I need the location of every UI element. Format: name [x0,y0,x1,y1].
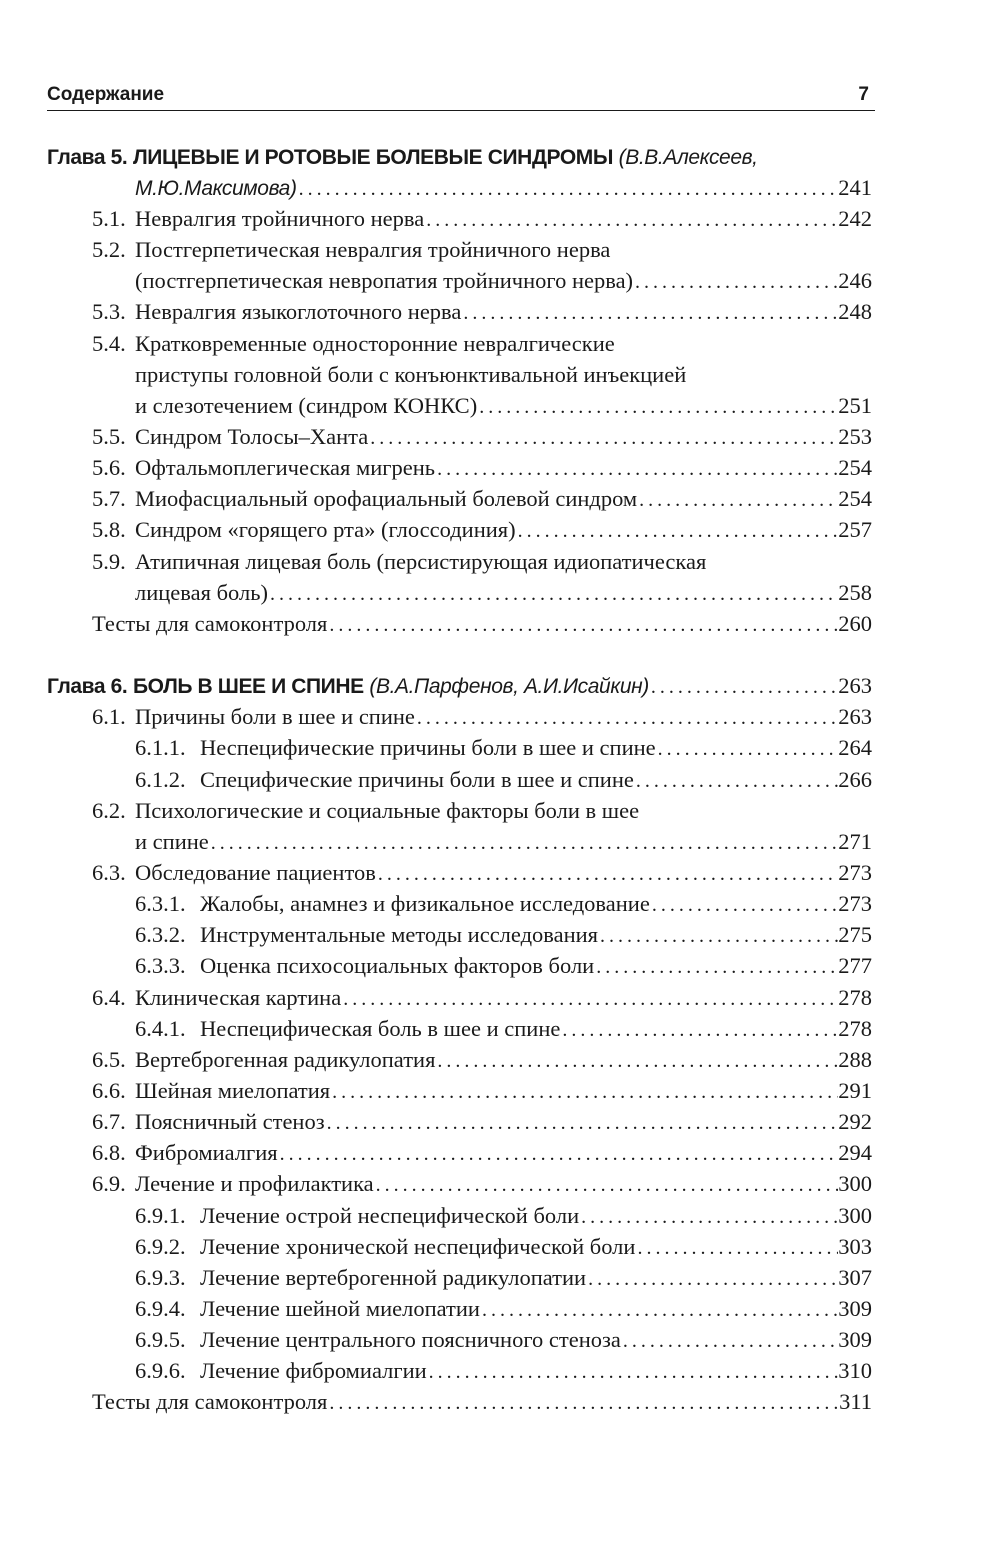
entry-title: Атипичная лицевая боль (персистирующая идиопатическая [135,549,707,574]
entry-title: Психологические и социальные факторы боли в шее [135,798,640,823]
entry-number: 6.9.1. [135,1203,186,1228]
entry-title: Оценка психосоциальных факторов боли [200,953,595,978]
leader-dots [374,1170,839,1201]
chapter-5-title: ЛИЦЕВЫЕ И РОТОВЫЕ БОЛЕВЫЕ СИНДРОМЫ [132,146,614,169]
entry-number: 6.9.3. [135,1265,186,1290]
tests-title: Тесты для самоконтроля [92,1389,328,1414]
entry-page: 300 [838,1203,872,1228]
entry-page: 258 [838,580,872,605]
entry-page: 273 [838,891,872,916]
entry-number: 5.1. [92,206,126,231]
toc-entry [0,1137,1000,1168]
entry-number: 6.4.1. [135,1016,186,1041]
toc-entry [0,1355,1000,1386]
toc-entry [0,1262,1000,1293]
running-header [47,84,875,111]
entry-title: Шейная миелопатия [135,1078,331,1103]
toc-entry-cont [0,265,1000,296]
toc-entry-cont [0,390,1000,421]
leader-dots [637,485,838,516]
entry-title: Лечение хронической неспецифической боли [200,1234,636,1259]
entry-number: 6.3.1. [135,891,186,916]
entry-page: 242 [838,206,872,231]
leader-dots [341,984,838,1015]
entry-page: 310 [838,1358,872,1383]
entry-title: Лечение шейной миелопатии [200,1296,480,1321]
entry-number: 6.1. [92,704,126,729]
chapter-5-authors-cont: М.Ю.Максимова) [135,177,297,200]
toc-entry [0,764,1000,795]
chapter-6-heading [0,670,1000,701]
entry-number: 6.1.1. [135,735,186,760]
leader-dots [435,454,838,485]
leader-dots [424,205,838,236]
entry-title: Невралгия языкоглоточного нерва [135,299,462,324]
entry-title: Кратковременные односторонние невралгические [135,331,615,356]
toc-entry [0,296,1000,327]
entry-title: Синдром «горящего рта» (глоссодиния) [135,517,516,542]
chapter-5-label: Глава 5. [47,146,128,169]
entry-number: 6.2. [92,798,126,823]
entry-title: Неспецифические причины боли в шее и спине [200,735,656,760]
toc-entry [0,701,1000,732]
chapter-5-heading [0,141,1000,172]
chapter-6-title: БОЛЬ В ШЕЕ И СПИНЕ [132,675,364,698]
entry-number: 6.9.5. [135,1327,186,1352]
leader-dots [209,828,838,859]
toc-entry [0,234,1000,265]
entry-page: 257 [838,517,872,542]
entry-page: 300 [838,1171,872,1196]
toc-entry [0,452,1000,483]
toc-entry [0,1106,1000,1137]
entry-number: 6.1.2. [135,767,186,792]
entry-number: 5.5. [92,424,126,449]
entry-page: 303 [838,1234,872,1259]
entry-number: 5.9. [92,549,126,574]
tests-page: 311 [839,1389,872,1414]
toc-entry [0,1044,1000,1075]
leader-dots [621,1326,838,1357]
entry-page: 248 [838,299,872,324]
toc-entry [0,857,1000,888]
leader-dots [376,859,838,890]
leader-dots [327,1388,839,1419]
entry-title: Невралгия тройничного нерва [135,206,425,231]
entry-page: 278 [838,1016,872,1041]
entry-title: Лечение фибромиалгии [200,1358,427,1383]
toc-entry-cont [0,577,1000,608]
entry-number: 6.3.3. [135,953,186,978]
toc-entry-cont [0,359,1000,390]
entry-page: 292 [838,1109,872,1134]
entry-title: Поясничный стеноз [135,1109,325,1134]
entry-page: 277 [838,953,872,978]
leader-dots [368,423,838,454]
chapter-6-label: Глава 6. [47,675,128,698]
leader-dots [634,766,838,797]
leader-dots [633,267,838,298]
entry-title: Неспецифическая боль в шее и спине [200,1016,561,1041]
leader-dots [635,1233,838,1264]
toc-entry [0,546,1000,577]
entry-page: 278 [838,985,872,1010]
chapter-5-page: 241 [838,175,872,200]
entry-title: Лечение острой неспецифической боли [200,1203,580,1228]
toc-entry [0,328,1000,359]
chapter-5-authors: (В.В.Алексеев, [618,146,758,169]
header-title: Содержание [47,84,165,105]
leader-dots [656,734,839,765]
entry-page: 309 [838,1327,872,1352]
toc-entry [0,421,1000,452]
entry-number: 5.2. [92,237,126,262]
entry-title: Лечение и профилактика [135,1171,374,1196]
leader-dots [649,672,838,703]
toc-entry [0,919,1000,950]
entry-title: Офтальмоплегическая мигрень [135,455,436,480]
entry-page: 275 [838,922,872,947]
toc-entry [0,795,1000,826]
entry-page: 254 [838,455,872,480]
entry-title-cont: и слезотечением (синдром КОНКС) [135,393,478,418]
toc-entry [0,732,1000,763]
entry-title: Клиническая картина [135,985,342,1010]
entry-title: Фибромиалгия [135,1140,278,1165]
entry-title: Причины боли в шее и спине [135,704,415,729]
entry-page: 263 [838,704,872,729]
entry-title-cont: приступы головной боли с конъюнктивальной инъекцией [135,362,687,387]
entry-title: Обследование пациентов [135,860,376,885]
toc-entry [0,1200,1000,1231]
entry-title: Специфические причины боли в шее и спине [200,767,634,792]
entry-number: 5.8. [92,517,126,542]
chapter-5-heading-cont [0,172,1000,203]
toc-entry-cont [0,826,1000,857]
entry-title: Жалобы, анамнез и физикальное исследование [200,891,650,916]
entry-title: Лечение центрального поясничного стеноза [200,1327,621,1352]
leader-dots [461,298,838,329]
entry-title: Инструментальные методы исследования [200,922,599,947]
tests-page: 260 [838,611,872,636]
leader-dots [579,1202,838,1233]
leader-dots [297,174,839,205]
toc-entry [0,1293,1000,1324]
chapter-6-page: 263 [838,673,872,698]
entry-number: 6.3. [92,860,126,885]
entry-page: 307 [838,1265,872,1290]
leader-dots [586,1264,838,1295]
entry-number: 6.9.6. [135,1358,186,1383]
leader-dots [477,392,838,423]
entry-page: 294 [838,1140,872,1165]
entry-title-cont: (постгерпетическая невропатия тройничного нерва) [135,268,634,293]
leader-dots [650,890,838,921]
leader-dots [325,1108,839,1139]
entry-page: 253 [838,424,872,449]
entry-title: Постгерпетическая невралгия тройничного нерва [135,237,611,262]
entry-page: 273 [838,860,872,885]
leader-dots [268,579,838,610]
entry-number: 5.7. [92,486,126,511]
entry-page: 271 [838,829,872,854]
toc-entry [0,1231,1000,1262]
entry-number: 6.9.4. [135,1296,186,1321]
entry-number: 6.9.2. [135,1234,186,1259]
leader-dots [278,1139,839,1170]
entry-title-cont: лицевая боль) [135,580,268,605]
entry-page: 288 [838,1047,872,1072]
entry-number: 5.6. [92,455,126,480]
toc-entry [0,1013,1000,1044]
toc-entry [0,1324,1000,1355]
entry-page: 266 [838,767,872,792]
leader-dots [427,1357,839,1388]
toc-entry [0,950,1000,981]
entry-number: 6.9. [92,1171,126,1196]
leader-dots [598,921,838,952]
entry-number: 6.8. [92,1140,126,1165]
toc-entry [0,1075,1000,1106]
entry-page: 264 [838,735,872,760]
entry-number: 6.3.2. [135,922,186,947]
leader-dots [415,703,838,734]
tests-title: Тесты для самоконтроля [92,611,328,636]
toc-entry [0,1168,1000,1199]
entry-number: 5.3. [92,299,126,324]
toc-entry [0,483,1000,514]
tests-entry [0,1386,1000,1417]
entry-page: 309 [838,1296,872,1321]
leader-dots [516,516,839,547]
entry-page: 246 [838,268,872,293]
entry-number: 6.4. [92,985,126,1010]
leader-dots [330,1077,838,1108]
entry-number: 5.4. [92,331,126,356]
leader-dots [560,1015,838,1046]
chapter-6-authors: (В.А.Парфенов, А.И.Исайкин) [369,675,649,698]
entry-number: 6.6. [92,1078,126,1103]
entry-number: 6.5. [92,1047,126,1072]
entry-page: 291 [838,1078,872,1103]
entry-page: 254 [838,486,872,511]
entry-number: 6.7. [92,1109,126,1134]
toc-entry [0,203,1000,234]
toc-entry [0,888,1000,919]
entry-page: 251 [838,393,872,418]
toc-entry [0,514,1000,545]
header-page-number: 7 [858,84,869,105]
entry-title: Синдром Толосы–Ханта [135,424,369,449]
entry-title: Миофасциальный орофациальный болевой синдром [135,486,638,511]
toc-entry [0,982,1000,1013]
entry-title: Лечение вертеброгенной радикулопатии [200,1265,587,1290]
entry-title: Вертеброгенная радикулопатия [135,1047,436,1072]
tests-entry [0,608,1000,639]
leader-dots [480,1295,838,1326]
leader-dots [435,1046,838,1077]
leader-dots [594,952,838,983]
leader-dots [327,610,838,641]
entry-title-cont: и спине [135,829,209,854]
